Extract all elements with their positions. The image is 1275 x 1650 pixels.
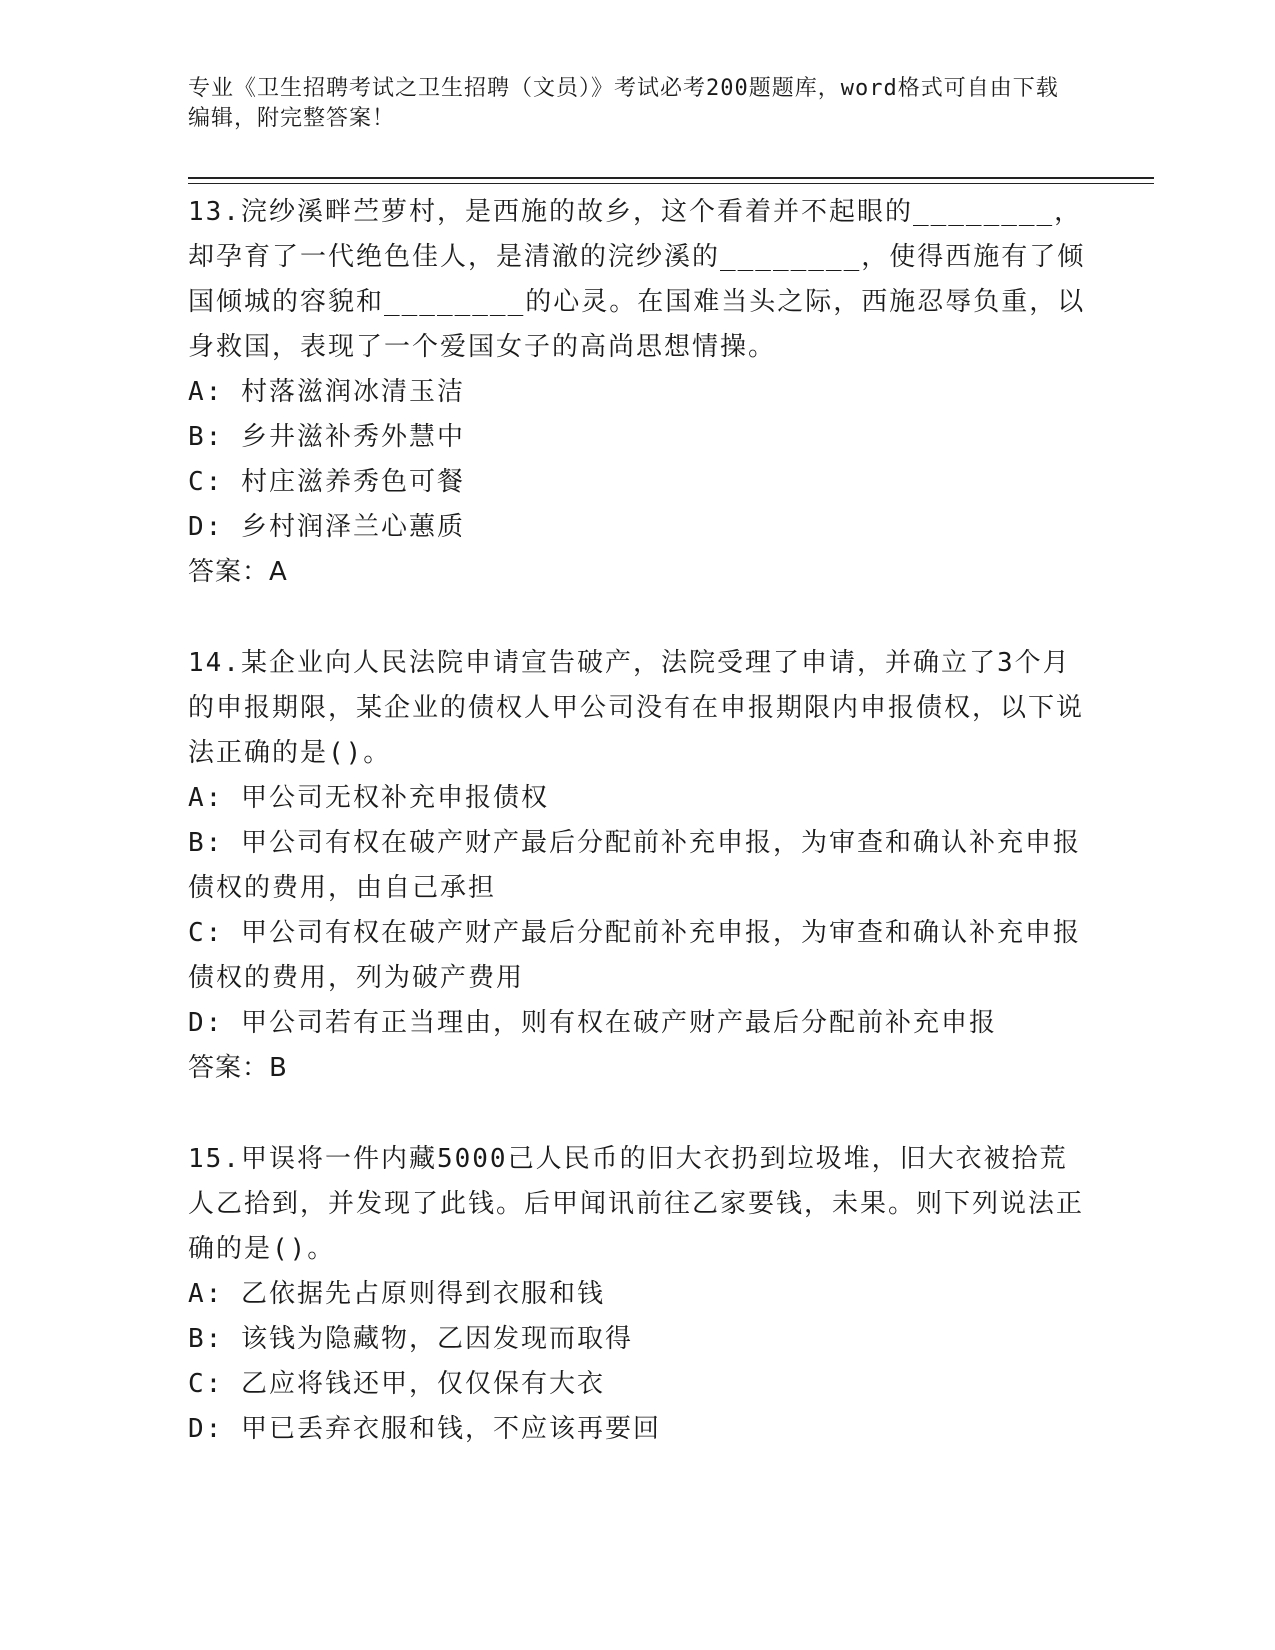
question-stem: 14.某企业向人民法院申请宣告破产，法院受理了申请，并确立了3个月的申报期限，某企业的债权人甲公司没有在申报期限内申报债权，以下说法正确的是()。 <box>188 648 1085 768</box>
header-divider-thin <box>188 183 1154 184</box>
option-c: C: 村庄滋养秀色可餐 <box>188 467 465 497</box>
question-stem: 13.浣纱溪畔苎萝村，是西施的故乡，这个看着并不起眼的________，却孕育了一代绝色佳人，是清澈的浣纱溪的________，使得西施有了倾国倾城的容貌和________的心灵。在国难当头之际，西施忍辱负重，以身救国，表现了一个爱国女子的高尚思想情操。 <box>188 197 1086 362</box>
question-stem: 15.甲误将一件内藏5000己人民币的旧大衣扔到垃圾堆，旧大衣被拾荒人乙拾到，并发现了此钱。后甲闻讯前往乙家要钱，未果。则下列说法正确的是()。 <box>188 1144 1085 1264</box>
question-13 <box>188 190 1088 595</box>
answer: 答案：B <box>188 1053 288 1083</box>
option-b: B: 乡井滋补秀外慧中 <box>188 422 465 452</box>
page-header: 专业《卫生招聘考试之卫生招聘（文员）》考试必考200题题库，word格式可自由下载编辑，附完整答案！ <box>188 76 1059 131</box>
header-divider <box>188 177 1154 179</box>
option-d: D: 甲公司若有正当理由，则有权在破产财产最后分配前补充申报 <box>188 1008 997 1038</box>
option-a: A: 甲公司无权补充申报债权 <box>188 783 549 813</box>
question-15 <box>188 1137 1088 1452</box>
option-c: C: 乙应将钱还甲，仅仅保有大衣 <box>188 1369 605 1399</box>
option-b: B: 甲公司有权在破产财产最后分配前补充申报，为审查和确认补充申报债权的费用，由自己承担 <box>188 828 1081 903</box>
answer: 答案：A <box>188 557 288 587</box>
option-c: C: 甲公司有权在破产财产最后分配前补充申报，为审查和确认补充申报债权的费用，列为破产费用 <box>188 918 1081 993</box>
option-d: D: 乡村润泽兰心蕙质 <box>188 512 465 542</box>
spacer <box>188 1091 1088 1137</box>
option-b: B: 该钱为隐藏物，乙因发现而取得 <box>188 1324 633 1354</box>
spacer <box>188 595 1088 641</box>
option-a: A: 乙依据先占原则得到衣服和钱 <box>188 1279 605 1309</box>
question-list <box>188 190 1088 1452</box>
option-a: A: 村落滋润冰清玉洁 <box>188 377 465 407</box>
option-d: D: 甲已丢弃衣服和钱，不应该再要回 <box>188 1414 661 1444</box>
question-14 <box>188 641 1088 1091</box>
